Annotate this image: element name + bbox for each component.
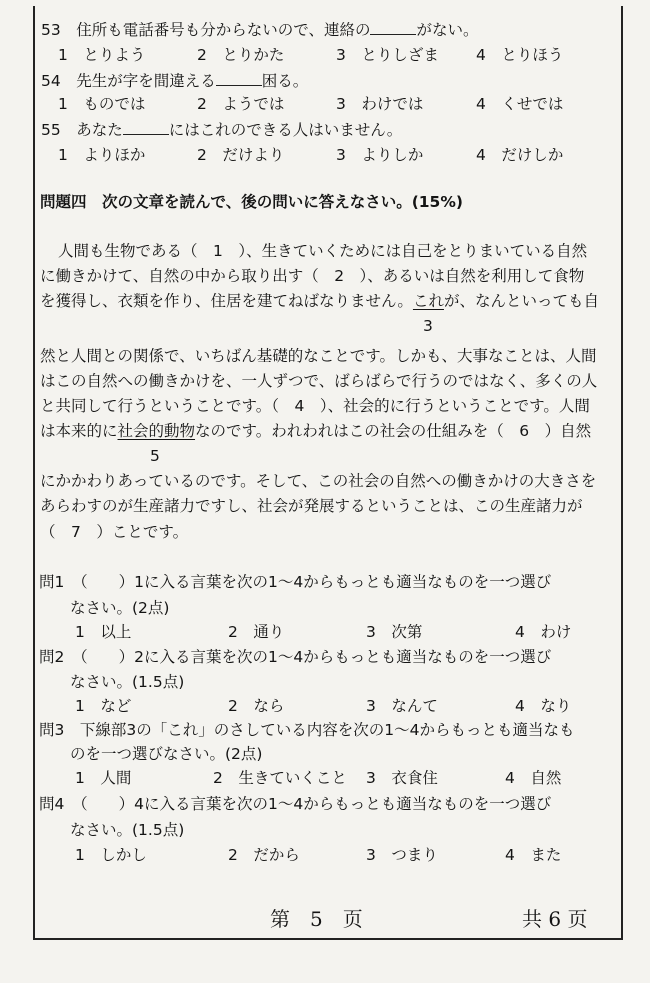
option: 4 だけしか: [476, 146, 564, 164]
question-q2-cont: なさい。(1.5点): [70, 673, 185, 691]
option: 3 とりしざま: [336, 46, 439, 64]
answer-blank: [123, 120, 169, 135]
underlined-social-animal: 社会的動物: [117, 422, 196, 440]
passage-line: （ 7 ）ことです。: [40, 523, 189, 541]
option: 2 通り: [228, 623, 285, 641]
question-q2: 問2 （ ）2に入る言葉を次の1～4からもっとも適当なものを一つ選び: [39, 648, 552, 666]
page-total: 共 6 页: [522, 907, 588, 931]
option: 2 とりかた: [197, 46, 285, 64]
question-q4-cont: なさい。(1.5点): [70, 821, 185, 839]
question-text-tail: にはこれのできる人はいません。: [168, 121, 403, 139]
answer-blank: [216, 71, 262, 86]
question-q1-cont: なさい。(2点): [70, 599, 170, 617]
option: 1 ものでは: [58, 95, 146, 113]
option: 2 生きていくこと: [213, 769, 347, 787]
passage-line: にかかわりあっているのです。そして、この社会の自然への働きかけの大きさを: [40, 472, 597, 490]
question-q3-cont: のを一つ選びなさい。(2点): [70, 745, 263, 763]
underline-marker-3: 3: [423, 317, 433, 335]
question-text-tail: がない。: [416, 21, 479, 39]
question-q1: 問1 （ ）1に入る言葉を次の1～4からもっとも適当なものを一つ選び: [39, 573, 552, 591]
option: 4 わけ: [515, 623, 572, 641]
option: 4 また: [505, 846, 562, 864]
question-55: [41, 120, 402, 140]
passage-line: あらわすのが生産諸力ですし、社会が発展するということは、この生産諸力が: [40, 497, 583, 515]
option: 1 など: [75, 697, 132, 715]
question-54: [41, 71, 308, 91]
underline-marker-5: 5: [150, 447, 160, 465]
question-53: [41, 20, 478, 40]
question-q3: 問3 下線部3の「これ」のさしている内容を次の1～4からもっとも適当なも: [39, 721, 575, 739]
question-text: 住所も電話番号も分からないので、連絡の: [76, 21, 371, 39]
option: 1 人間: [75, 769, 132, 787]
option: 4 自然: [505, 769, 562, 787]
question-q4: 問4 （ ）4に入る言葉を次の1～4からもっとも適当なものを一つ選び: [39, 795, 552, 813]
question-number: 54: [41, 72, 61, 90]
option: 4 とりほう: [476, 46, 564, 64]
question-text: 先生が字を間違える: [76, 72, 216, 90]
option: 4 なり: [515, 697, 572, 715]
question-text: あなた: [76, 121, 123, 139]
option: 1 しかし: [75, 846, 147, 864]
option: 2 ようでは: [197, 95, 285, 113]
question-number: 55: [41, 121, 61, 139]
option: 3 なんて: [366, 697, 438, 715]
option: 3 わけでは: [336, 95, 424, 113]
answer-blank: [370, 20, 416, 35]
passage-line: 人間も生物である（ 1 ）、生きていくためには自己をとりまいている自然: [58, 242, 588, 260]
passage-line: を獲得し、衣類を作り、住居を建てねばなりません。これが、なんといっても自: [40, 292, 599, 310]
option: 1 とりよう: [58, 46, 146, 64]
option: 3 衣食住: [366, 769, 438, 787]
question-number: 53: [41, 21, 61, 39]
underlined-kore: これ: [412, 292, 444, 310]
passage-line: に働きかけて、自然の中から取り出す（ 2 ）、あるいは自然を利用して食物: [40, 267, 585, 285]
option: 1 以上: [75, 623, 132, 641]
option: 3 よりしか: [336, 146, 424, 164]
option: 2 だけより: [197, 146, 285, 164]
option: 3 次第: [366, 623, 423, 641]
option: 1 よりほか: [58, 146, 146, 164]
passage-line: 然と人間との関係で、いちばん基礎的なことです。しかも、大事なことは、人間: [40, 347, 597, 365]
section-heading: 問題四 次の文章を読んで、後の問いに答えなさい。(15%): [40, 193, 463, 211]
page-number: 第 5 页: [270, 907, 363, 931]
passage-line: は本来的に社会的動物なのです。われわれはこの社会の仕組みを（ 6 ）自然: [40, 422, 592, 440]
option: 2 だから: [228, 846, 300, 864]
option: 3 つまり: [366, 846, 438, 864]
passage-line: と共同して行うということです。（ 4 ）、社会的に行うということです。人間: [40, 397, 590, 415]
question-text-tail: 困る。: [261, 72, 309, 90]
passage-line: はこの自然への働きかけを、一人ずつで、ばらばらで行うのではなく、多くの人: [40, 372, 598, 390]
option: 4 くせでは: [476, 95, 564, 113]
option: 2 なら: [228, 697, 285, 715]
